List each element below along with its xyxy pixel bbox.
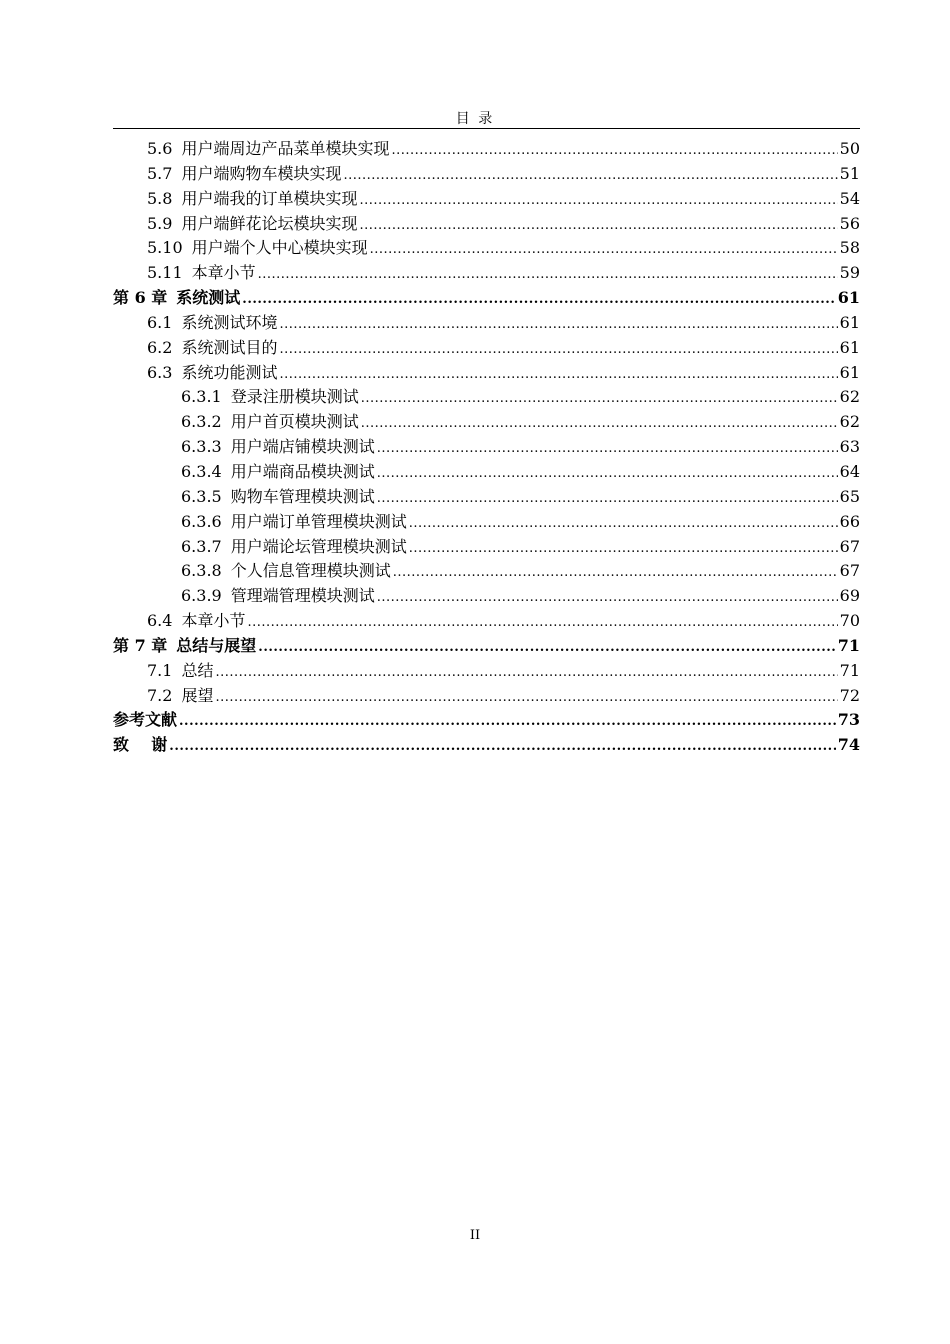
toc-entry[interactable] — [113, 634, 860, 659]
toc-dot-leader — [361, 387, 838, 412]
toc-entry-page: 50 — [839, 139, 860, 158]
toc-entry-page: 65 — [839, 486, 860, 506]
toc-entry[interactable] — [113, 187, 860, 212]
toc-entry-title: 用户端周边产品菜单模块实现 — [181, 139, 390, 158]
toc-entry-page: 71 — [839, 660, 860, 680]
toc-entry-page: 69 — [839, 586, 860, 606]
header-rule — [113, 128, 860, 129]
toc-entry[interactable] — [113, 485, 860, 510]
toc-dot-leader — [215, 686, 837, 711]
toc-entry-page: 71 — [837, 635, 860, 655]
toc-entry-page: 58 — [839, 238, 860, 258]
toc-dot-leader — [279, 363, 837, 388]
toc-entry-page: 67 — [839, 536, 860, 556]
toc-entry-page: 64 — [839, 461, 860, 481]
toc-entry-number: 6.3.9 — [181, 586, 222, 606]
toc-entry-page: 61 — [837, 288, 860, 308]
toc-dot-leader — [377, 586, 838, 611]
toc-entry-title: 登录注册模块测试 — [230, 387, 359, 407]
toc-entry-page: 61 — [839, 312, 860, 332]
toc-dot-leader — [370, 238, 838, 263]
toc-entry-number: 6.3.1 — [181, 387, 222, 407]
toc-entry-number: 5.6 — [147, 139, 173, 158]
toc-dot-leader — [343, 164, 837, 189]
toc-entry-page: 70 — [839, 611, 860, 631]
toc-dot-leader — [377, 487, 838, 512]
toc-entry-number: 7.1 — [147, 660, 173, 680]
toc-dot-leader — [409, 512, 838, 537]
toc-dot-leader — [359, 214, 837, 239]
footer-page-number: II — [469, 1228, 481, 1243]
toc-entry[interactable] — [113, 261, 860, 286]
toc-dot-leader — [258, 263, 838, 288]
toc-entry[interactable] — [113, 584, 860, 609]
toc-entry-page: 62 — [839, 412, 860, 432]
toc-entry-title: 用户端我的订单模块实现 — [181, 188, 358, 208]
toc-entry-title: 用户端商品模块测试 — [230, 461, 375, 481]
toc-entry[interactable] — [113, 733, 860, 758]
toc-entry-number: 6.3.7 — [181, 536, 222, 556]
toc-entry[interactable] — [113, 659, 860, 684]
toc-entry-page: 73 — [837, 710, 860, 730]
toc-entry-page: 67 — [839, 561, 860, 581]
toc-entry-title: 用户首页模块测试 — [230, 412, 359, 432]
toc-entry-title: 用户端论坛管理模块测试 — [230, 536, 407, 556]
toc-dot-leader — [215, 661, 837, 686]
toc-entry-page: 51 — [839, 163, 860, 183]
toc-entry[interactable] — [113, 236, 860, 261]
toc-entry[interactable] — [113, 336, 860, 361]
toc-dot-leader — [242, 288, 835, 313]
page-header-title: 目 录 — [455, 111, 495, 127]
toc-entry-page: 63 — [839, 437, 860, 457]
toc-entry[interactable] — [113, 435, 860, 460]
toc-dot-leader — [258, 636, 835, 661]
toc-entry[interactable] — [113, 460, 860, 485]
toc-entry[interactable] — [113, 361, 860, 386]
toc-entry-number: 6.3.6 — [181, 511, 222, 531]
toc-entry[interactable] — [113, 708, 860, 733]
toc-entry-number: 第 6 章 — [113, 288, 168, 308]
toc-entry-title: 用户端鲜花论坛模块实现 — [181, 213, 358, 233]
toc-dot-leader — [279, 338, 837, 363]
toc-entry-title: 系统测试 — [176, 288, 241, 308]
toc-entry-page: 62 — [839, 387, 860, 407]
toc-entry-page: 56 — [839, 213, 860, 233]
toc-entry-number: 5.8 — [147, 188, 173, 208]
toc-entry-page: 61 — [839, 362, 860, 382]
toc-entry-title: 参考文献 — [113, 710, 178, 730]
toc-entry[interactable] — [113, 559, 860, 584]
toc-entry-number: 5.10 — [147, 238, 183, 258]
toc-dot-leader — [361, 412, 838, 437]
toc-dot-leader — [359, 189, 837, 214]
toc-entry-number: 6.1 — [147, 312, 173, 332]
toc-entry-title: 展望 — [181, 685, 214, 705]
toc-entry-number: 5.9 — [147, 213, 173, 233]
table-of-contents — [113, 137, 860, 758]
toc-entry-number: 6.3.5 — [181, 486, 222, 506]
toc-entry-page: 54 — [839, 188, 860, 208]
toc-entry[interactable] — [113, 162, 860, 187]
toc-entry-page: 74 — [837, 735, 860, 755]
toc-entry-number: 6.3.2 — [181, 412, 222, 432]
toc-entry-number: 6.2 — [147, 337, 173, 357]
toc-entry-number: 7.2 — [147, 685, 173, 705]
toc-dot-leader — [377, 437, 838, 462]
toc-entry[interactable] — [113, 385, 860, 410]
toc-entry-number: 6.3.4 — [181, 461, 222, 481]
toc-entry-page: 66 — [839, 511, 860, 531]
toc-entry[interactable] — [113, 286, 860, 311]
toc-entry-number: 6.3.3 — [181, 437, 222, 457]
toc-entry-title: 用户端个人中心模块实现 — [191, 238, 368, 258]
toc-entry-number: 6.3 — [147, 362, 173, 382]
toc-entry-title: 用户端店铺模块测试 — [230, 437, 375, 457]
toc-dot-leader — [169, 735, 835, 760]
toc-entry-title: 致 谢 — [113, 735, 168, 755]
toc-entry-title: 购物车管理模块测试 — [230, 486, 375, 506]
toc-entry-title: 总结与展望 — [176, 635, 257, 655]
toc-entry[interactable] — [113, 311, 860, 336]
toc-entry[interactable] — [113, 510, 860, 535]
toc-dot-leader — [391, 139, 837, 164]
toc-entry-number: 第 7 章 — [113, 635, 168, 655]
toc-entry-page: 59 — [839, 263, 860, 283]
toc-entry-number: 6.4 — [147, 611, 173, 631]
toc-entry-title: 本章小节 — [191, 263, 256, 283]
toc-entry[interactable] — [113, 212, 860, 237]
toc-dot-leader — [409, 537, 838, 562]
toc-entry-title: 总结 — [181, 660, 214, 680]
toc-entry-title: 本章小节 — [181, 611, 246, 631]
toc-entry[interactable] — [113, 410, 860, 435]
toc-dot-leader — [377, 462, 838, 487]
toc-entry[interactable] — [113, 535, 860, 560]
toc-entry-number: 5.7 — [147, 163, 173, 183]
toc-entry-title: 管理端管理模块测试 — [230, 586, 375, 606]
toc-entry-title: 系统功能测试 — [181, 362, 278, 382]
toc-entry-number: 6.3.8 — [181, 561, 222, 581]
toc-entry-title: 用户端订单管理模块测试 — [230, 511, 407, 531]
toc-entry[interactable] — [113, 137, 860, 162]
toc-dot-leader — [247, 611, 837, 636]
toc-entry[interactable] — [113, 684, 860, 709]
toc-entry-title: 个人信息管理模块测试 — [230, 561, 391, 581]
toc-dot-leader — [279, 313, 837, 338]
toc-entry-page: 72 — [839, 685, 860, 705]
toc-entry[interactable] — [113, 609, 860, 634]
toc-entry-title: 用户端购物车模块实现 — [181, 163, 342, 183]
toc-dot-leader — [179, 710, 836, 735]
toc-entry-page: 61 — [839, 337, 860, 357]
toc-entry-number: 5.11 — [147, 263, 183, 283]
toc-entry-title: 系统测试目的 — [181, 337, 278, 357]
toc-entry-title: 系统测试环境 — [181, 312, 278, 332]
toc-dot-leader — [393, 561, 838, 586]
